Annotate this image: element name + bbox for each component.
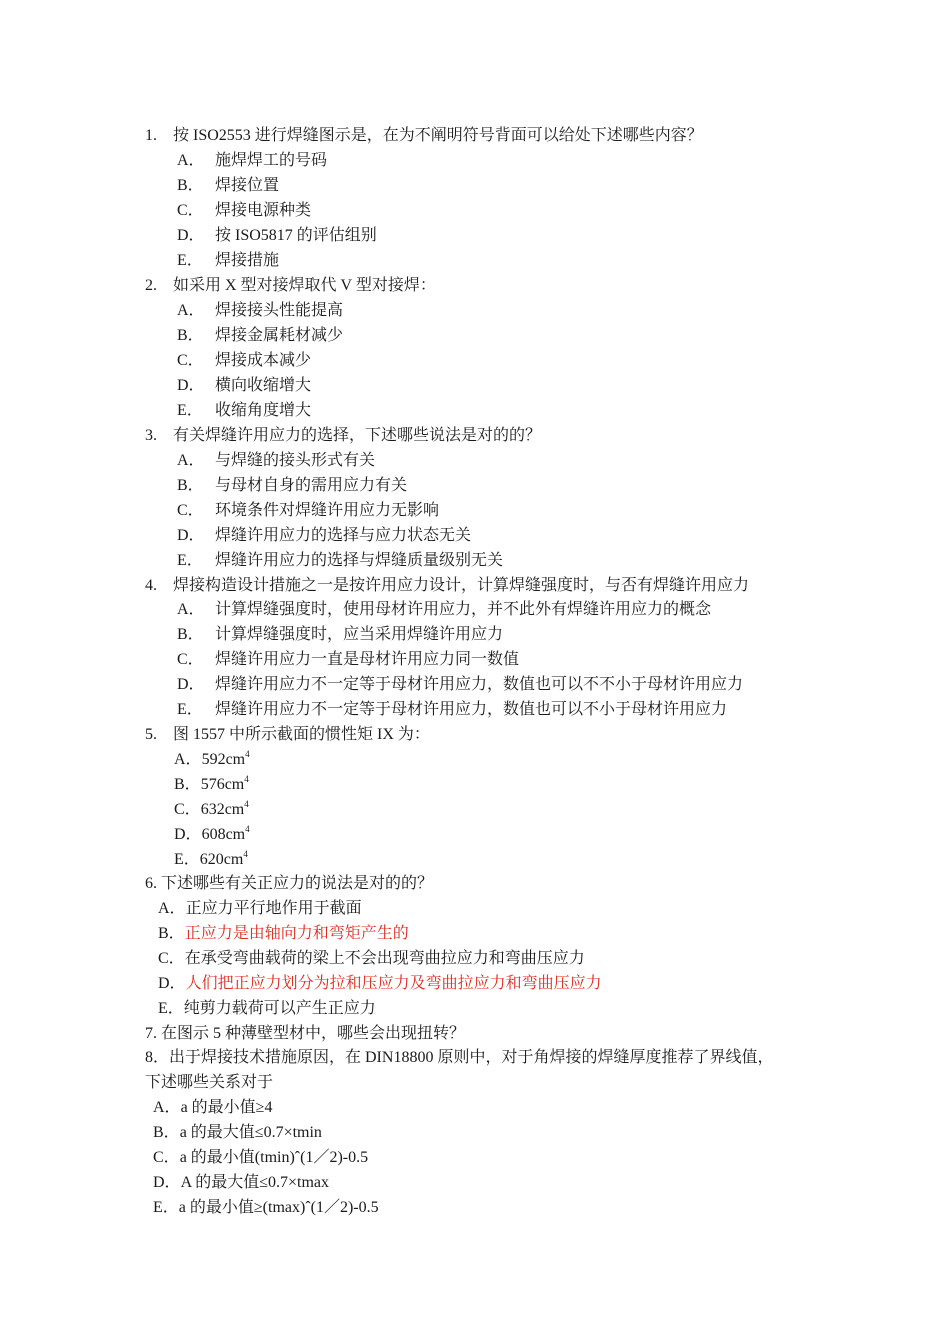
question-number: 2.	[145, 277, 157, 294]
option-text: A 的最大值≤0.7×tmax	[180, 1174, 330, 1191]
option-letter: B．	[177, 626, 204, 643]
option-letter: D．	[177, 676, 205, 693]
option-6a	[158, 899, 362, 919]
option-letter: E．	[177, 252, 203, 269]
option-text: 横向收缩增大	[215, 377, 312, 394]
option-letter: C．	[177, 352, 204, 369]
option-text: 正应力平行地作用于截面	[185, 900, 362, 917]
superscript: 4	[243, 849, 248, 859]
option-text: 608cm	[201, 826, 246, 843]
option-letter: B．	[177, 327, 204, 344]
option-5e	[174, 850, 248, 870]
superscript: 4	[245, 749, 250, 759]
question-7: 7. 在图示 5 种薄壁型材中，哪些会出现扭转？	[145, 1025, 466, 1042]
option-text: 按 ISO5817 的评估组别	[215, 227, 377, 244]
superscript: 4	[244, 799, 249, 809]
option-letter: C．	[174, 801, 201, 818]
option-4b	[177, 625, 503, 645]
option-text: a 的最小值≥(tmax)ˆ(1／2)-0.5	[178, 1199, 379, 1216]
option-letter: D．	[177, 377, 205, 394]
option-letter: D．	[158, 975, 186, 992]
option-letter: C．	[158, 950, 185, 967]
option-8b	[153, 1123, 322, 1143]
option-1c	[177, 201, 311, 221]
option-letter: A．	[158, 900, 186, 917]
option-3c	[177, 501, 439, 521]
option-5b	[174, 775, 249, 795]
question-8-line-1: 8．出于焊接技术措施原因，在 DIN18800 原则中，对于角焊接的焊缝厚度推荐了界线值，	[145, 1049, 774, 1066]
option-8d	[153, 1173, 329, 1193]
option-letter: D．	[177, 227, 205, 244]
question-text: 图 1557 中所示截面的惯性矩 IX 为：	[173, 726, 430, 743]
option-8e	[153, 1198, 379, 1218]
option-letter: E．	[177, 402, 203, 419]
option-1e	[177, 251, 279, 271]
question-8-line-2: 下述哪些关系对于	[145, 1074, 274, 1091]
superscript: 4	[245, 824, 250, 834]
option-letter: B．	[177, 177, 204, 194]
option-6c	[158, 949, 585, 969]
option-letter: C．	[153, 1149, 180, 1166]
option-text: 施焊焊工的号码	[215, 152, 328, 169]
option-2b	[177, 326, 343, 346]
option-text: 焊缝许用应力不一定等于母材许用应力，数值也可以不不小于母材许用应力	[215, 676, 744, 693]
option-text: 焊接成本减少	[215, 352, 312, 369]
option-letter: A．	[153, 1099, 181, 1116]
option-6e	[158, 999, 376, 1019]
option-3d	[177, 526, 471, 546]
option-text: 焊接措施	[215, 252, 280, 269]
option-letter: E．	[158, 1000, 184, 1017]
option-2d	[177, 376, 311, 396]
option-letter: D．	[153, 1174, 181, 1191]
option-3b	[177, 476, 407, 496]
option-text: 环境条件对焊缝许用应力无影响	[215, 502, 440, 519]
option-text: 与母材自身的需用应力有关	[215, 477, 408, 494]
question-text: 如采用 X 型对接焊取代 V 型对接焊：	[173, 277, 436, 294]
question-3	[145, 426, 541, 446]
option-letter: B．	[174, 776, 201, 793]
option-text: 在承受弯曲载荷的梁上不会出现弯曲拉应力和弯曲压应力	[184, 950, 585, 967]
option-text: 计算焊缝强度时，使用母材许用应力，并不此外有焊缝许用应力的概念	[215, 601, 712, 618]
option-2a	[177, 301, 343, 321]
option-text: 与焊缝的接头形式有关	[215, 452, 376, 469]
option-letter: A．	[177, 302, 205, 319]
option-letter: A．	[177, 152, 205, 169]
option-1b	[177, 176, 279, 196]
question-number: 5.	[145, 726, 157, 743]
option-text: 焊缝许用应力的选择与焊缝质量级别无关	[215, 552, 504, 569]
option-letter: A．	[177, 601, 205, 618]
option-text: 632cm	[200, 801, 245, 818]
option-text: 纯剪力载荷可以产生正应力	[183, 1000, 376, 1017]
question-number: 4.	[145, 577, 157, 594]
option-letter: B．	[153, 1124, 180, 1141]
option-letter: B．	[177, 477, 204, 494]
option-2c	[177, 351, 311, 371]
option-letter: D．	[174, 826, 202, 843]
option-letter: B．	[158, 925, 185, 942]
question-text: 焊接构造设计措施之一是按许用应力设计，计算焊缝强度时，与否有焊缝许用应力	[173, 577, 750, 594]
option-8a	[153, 1098, 272, 1118]
option-5d	[174, 825, 250, 845]
option-6d	[158, 974, 602, 994]
question-6: 6. 下述哪些有关正应力的说法是对的的？	[145, 875, 434, 892]
option-text-highlighted: 正应力是由轴向力和弯矩产生的	[184, 925, 409, 942]
option-letter: C．	[177, 502, 204, 519]
option-text: 收缩角度增大	[215, 402, 312, 419]
option-5a	[174, 750, 250, 770]
option-1a	[177, 151, 327, 171]
option-text: a 的最小值(tmin)ˆ(1／2)-0.5	[179, 1149, 369, 1166]
question-5	[145, 725, 430, 745]
superscript: 4	[244, 774, 249, 784]
option-letter: C．	[177, 651, 204, 668]
option-text: a 的最大值≤0.7×tmin	[179, 1124, 322, 1141]
question-text: 按 ISO2553 进行焊缝图示是，在为不阐明符号背面可以给处下述哪些内容？	[173, 127, 703, 144]
question-4	[145, 576, 749, 596]
option-letter: C．	[177, 202, 204, 219]
option-text: 焊接电源种类	[215, 202, 312, 219]
option-letter: D．	[177, 527, 205, 544]
option-letter: E．	[153, 1199, 179, 1216]
question-number: 1.	[145, 127, 157, 144]
option-text: 620cm	[199, 851, 244, 868]
option-1d	[177, 226, 377, 246]
option-4d	[177, 675, 743, 695]
option-letter: E．	[174, 851, 200, 868]
option-8c	[153, 1148, 368, 1168]
option-text: 焊缝许用应力不一定等于母材许用应力，数值也可以不小于母材许用应力	[215, 701, 728, 718]
option-text: 焊接金属耗材减少	[215, 327, 344, 344]
option-text: 焊接接头性能提高	[215, 302, 344, 319]
option-letter: A．	[174, 751, 202, 768]
option-3a	[177, 451, 375, 471]
option-text: 576cm	[200, 776, 245, 793]
question-2	[145, 276, 436, 296]
question-text: 有关焊缝许用应力的选择，下述哪些说法是对的的？	[173, 427, 542, 444]
option-5c	[174, 800, 249, 820]
question-1	[145, 126, 703, 146]
option-6b	[158, 924, 409, 944]
option-4c	[177, 650, 519, 670]
option-text: 焊缝许用应力一直是母材许用应力同一数值	[215, 651, 520, 668]
option-text: 焊缝许用应力的选择与应力状态无关	[215, 527, 472, 544]
question-number: 3.	[145, 427, 157, 444]
option-text: a 的最小值≥4	[180, 1099, 273, 1116]
option-text-highlighted: 人们把正应力划分为拉和压应力及弯曲拉应力和弯曲压应力	[185, 975, 602, 992]
option-letter: E．	[177, 552, 203, 569]
option-text: 计算焊缝强度时，应当采用焊缝许用应力	[215, 626, 504, 643]
option-4a	[177, 600, 711, 620]
option-4e	[177, 700, 727, 720]
option-2e	[177, 401, 311, 421]
option-letter: E．	[177, 701, 203, 718]
option-text: 焊接位置	[215, 177, 280, 194]
option-text: 592cm	[201, 751, 246, 768]
option-3e	[177, 551, 503, 571]
option-letter: A．	[177, 452, 205, 469]
